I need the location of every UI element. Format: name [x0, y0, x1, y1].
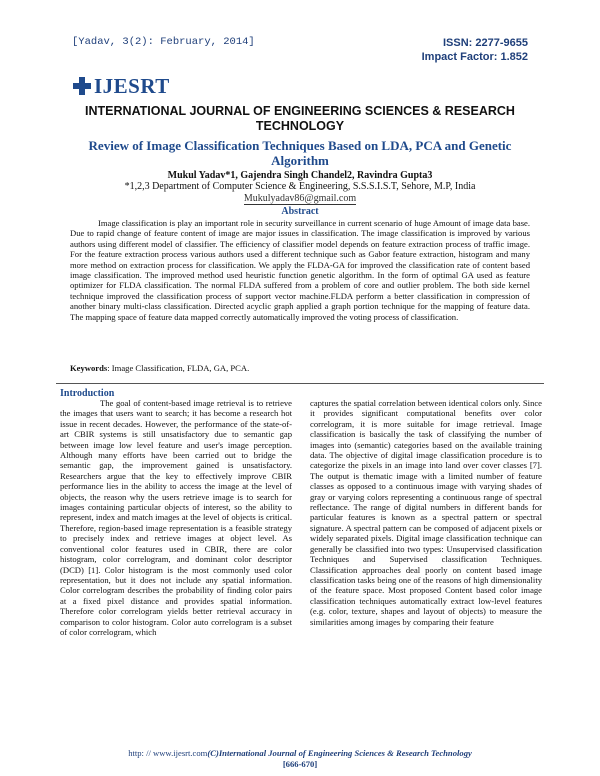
introduction-heading: Introduction [60, 388, 115, 399]
introduction-column-right: captures the spatial correlation between identical colors only. Since it provides significant computational benefits over color correlogram, it is more suitable for image retrieval. Image classification is basically the task of classifying the number of images into (semantic) categories based on the available training data. The objective of digital image classification procedure is to categorize the pixels in an image into land over cover classes [7]. The output is thematic image with a limited number of feature classes as opposed to a continuous image with varying shades of gray or varying colors representing a continuous range of spectral reflectance. The range of digital numbers in different bands for particular features is known as a spectral pattern or spectral signature. A spectral pattern can be composed of adjacent pixels or widely separated pixels. Digital image classification technique can generally be classified into two types: Unsupervised classification Techniques and Supervised classification Techniques. Classification approaches deal poorly on content based image classification tasks being one of the reasons of high dimensionality of the feature space. Most proposed Content based color image classification techniques automatically extract low-level features (e.g. color, texture, shapes and layout of objects) to measure the similarities among images by comparing their feature [310, 398, 542, 627]
logo-text: IJESRT [94, 73, 170, 98]
page-footer [40, 748, 560, 770]
affiliation: *1,2,3 Department of Computer Science & Engineering, S.S.S.I.S.T, Sehore, M.P, India [124, 181, 476, 192]
plus-cross-icon [72, 76, 92, 96]
author-list: Mukul Yadav*1, Gajendra Singh Chandel2, Ravindra Gupta3 [167, 170, 433, 181]
abstract-text: Image classification is play an important role in security surveillance in current scenario of huge Amount of image data base. Due to rapid change of feature content of image are major issues in classification. The image classification is improved by various authors using different model of classifier. The efficiency of classifier model depends on feature extraction process of traffic image. For the feature extraction process various authors used a different technique such as Gabor feature extraction, histogram and many more method on extraction process for classification. We apply the FLDA-GA for improved the classification rate of content based image classification. The improved method used heuristic function genetic algorithm. In the form of optimal GA used as feature optimizer for FLDA classification. The normal FLDA suffered from a problem of core and outlier problem. The both side kernel technique improved the classification process of support vector machine.FLDA perform a better classification in compression of another binary multi-class classification. Directed acyclic graph applied a graph portion technique for the mapping of feature data. The mapping space of feature data mapped correctly automatically improved the voting process of classification. [70, 218, 530, 322]
section-divider [56, 383, 544, 384]
citation-header: [Yadav, 3(2): February, 2014] [72, 36, 255, 48]
introduction-column-left: The goal of content-based image retrieval is to retrieve the images that users want to search; it has become a research hot issue in recent decades. However, the performance of the state-of-art CBIR systems is still unsatisfactory due to semantic gap between image low level feature and user's image perception. Although many efforts have been carried out to bridge the semantic gap, the improvement gained is unsatisfactory. Researchers argue that the key to effectively improve CBIR performance lies in the ability to access the image at the level of objects, the reason why the users retrieve image is to search for images containing particular objects of interest, so the ability to represent, index and match images at the level of objects is critical. Therefore, region-based image representation is a feasible strategy to precisely index and retrieve images at object level. As conventional color features used in CBIR, there are color histogram, color correlogram, and dominant color descriptor (DCD) [1]. Color histogram is the most commonly used color representation, but it does not include any spatial information. Color correlogram describes the probability of finding color pairs at a fixed pixel distance and provides spatial information. Therefore color correlogram yields better retrieval accuracy in comparison to color histogram. Color auto correlogram is a subset of color correlogram, which [60, 398, 292, 637]
keywords-text: : Image Classification, FLDA, GA, PCA. [107, 363, 250, 373]
issn-text: ISSN: 2277-9655 [443, 37, 528, 49]
keywords-label: Keywords [70, 363, 108, 373]
email-link[interactable]: Mukulyadav86@gmail.com [243, 193, 357, 204]
footer-copyright: (C)International Journal of Engineering Sciences & Research Technology [207, 748, 472, 758]
keywords-line [70, 363, 530, 373]
footer-url[interactable]: http: // www.ijesrt.com [128, 748, 208, 758]
author-email[interactable] [70, 193, 530, 205]
impact-factor-text: Impact Factor: 1.852 [421, 51, 528, 63]
issn-block [422, 36, 528, 64]
page-range: [666-670] [282, 759, 318, 769]
journal-logo [72, 74, 170, 98]
paper-title: Review of Image Classification Techniques Based on LDA, PCA and Genetic Algorithm [88, 138, 512, 168]
abstract-heading: Abstract [281, 206, 319, 217]
journal-name: INTERNATIONAL JOURNAL OF ENGINEERING SCIENCES & RESEARCH TECHNOLOGY [85, 104, 515, 133]
